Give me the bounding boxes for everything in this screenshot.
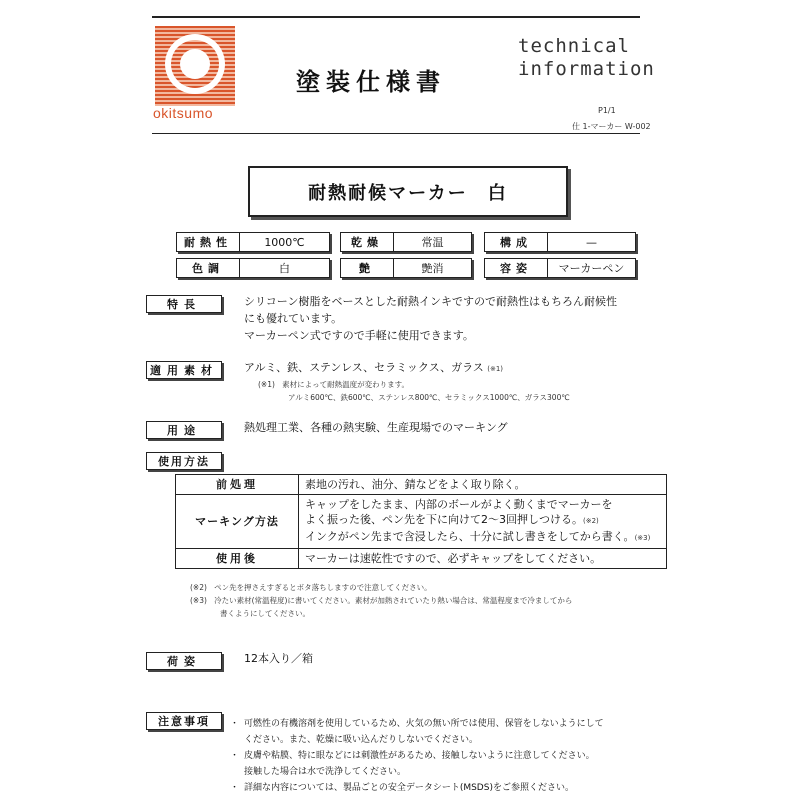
- list-item: ・ 皮膚や粘膜、特に眼などには刺激性があるため、接触しないように注意してください。 接触した場合は水で洗浄してください。: [230, 748, 604, 780]
- caution-line: 接触した場合は水で洗浄してください。: [244, 767, 407, 777]
- materials-note: [258, 378, 570, 404]
- header-rule: [152, 133, 640, 134]
- top-rule: [152, 16, 640, 18]
- features-line: にも優れています。: [244, 312, 343, 325]
- method-note-text: 書くようにしてください。: [220, 609, 310, 618]
- materials-ref: (※1): [487, 365, 504, 373]
- materials-list: アルミ、鉄、ステンレス、セラミックス、ガラス: [244, 361, 484, 374]
- usage-label: 用途: [146, 421, 222, 439]
- document-title: 塗装仕様書: [296, 68, 446, 96]
- features-line: マーカーペン式ですので手軽に使用できます。: [244, 329, 474, 342]
- method-line-ref: (※2): [583, 517, 599, 525]
- spec-label: 耐熱性: [177, 233, 240, 251]
- features-text: [244, 293, 617, 344]
- method-line: キャップをしたまま、内部のボールがよく動くまでマーカーを: [305, 498, 613, 511]
- materials-note-line-1: 素材によって耐熱温度が変わります。: [282, 380, 409, 389]
- method-head-after-use: 使用後: [176, 549, 299, 569]
- tech-line-1: technical: [518, 35, 630, 57]
- product-name: 耐熱耐候マーカー 白: [248, 166, 568, 217]
- method-line: [305, 529, 660, 546]
- spec-heat-resistance: [176, 232, 330, 252]
- method-label: 使用方法: [146, 452, 222, 470]
- list-item: ・ 可燃性の有機溶剤を使用しているため、火気の無い所では使用、保管をしないようにして ください。また、乾燥に吸い込んだりしないでください。: [230, 716, 604, 748]
- spec-drying: [340, 232, 472, 252]
- method-line: マーカーは速乾性ですので、必ずキャップをしてください。: [305, 552, 602, 565]
- method-line: [305, 512, 660, 529]
- spec-value: 白: [279, 262, 290, 275]
- logo-mark-icon: [155, 26, 235, 106]
- table-row: [176, 495, 667, 549]
- table-row: [176, 475, 667, 495]
- caution-line: 可燃性の有機溶剤を使用しているため、火気の無い所では使用、保管をしないようにして: [244, 719, 604, 729]
- method-line: 素地の汚れ、油分、錆などをよく取り除く。: [305, 478, 526, 491]
- caution-line: 詳細な内容については、製品ごとの安全データシート(MSDS)をご参照ください。: [244, 783, 574, 793]
- page-number: P1/1: [598, 106, 616, 115]
- technical-information: [518, 35, 655, 81]
- spec-value: 常温: [421, 236, 444, 249]
- spec-label: 構成: [485, 233, 548, 251]
- document-number: 仕 1-マーカー W-002: [572, 122, 651, 131]
- spec-value: マーカーペン: [558, 262, 625, 275]
- method-cell: [299, 475, 667, 495]
- usage-text: 熱処理工業、各種の熱実験、生産現場でのマーキング: [244, 421, 508, 434]
- spec-composition: [484, 232, 636, 252]
- method-note-mark: (※2): [190, 583, 207, 592]
- method-line-ref: (※3): [634, 534, 651, 542]
- packaging-text: 12本入り／箱: [244, 652, 313, 665]
- method-line-text: よく振った後、ペン先を下に向けて2～3回押しつける。: [305, 513, 583, 526]
- caution-label: 注意事項: [146, 712, 222, 730]
- caution-list: [230, 716, 604, 796]
- spec-form: [484, 258, 636, 278]
- method-head-marking: マーキング方法: [176, 495, 299, 549]
- method-notes: [190, 581, 572, 620]
- spec-gloss: [340, 258, 472, 278]
- method-note-text: 冷たい素材(常温程度)に書いてください。素材が加熱されていたり熱い場合は、常温程度まで冷ましてから: [214, 596, 573, 605]
- caution-line: ください。また、乾燥に吸い込んだりしないでください。: [244, 735, 479, 745]
- materials-note-line-2: アルミ600℃、鉄600℃、ステンレス800℃、セラミックス1000℃、ガラス300℃: [288, 393, 570, 402]
- method-note-text: ペン先を押さえすぎるとボタ落ちしますので注意してください。: [214, 583, 432, 592]
- spec-value: 1000℃: [264, 235, 305, 249]
- table-row: [176, 549, 667, 569]
- spec-label: 容姿: [485, 259, 548, 277]
- materials-text: [244, 359, 503, 378]
- features-line: シリコーン樹脂をベースとした耐熱インキですので耐熱性はもちろん耐候性: [244, 295, 618, 308]
- spec-value: —: [586, 235, 597, 249]
- spec-color: [176, 258, 330, 278]
- method-line-text: インクがペン先まで含浸したら、十分に試し書きをしてから書く。: [305, 530, 635, 543]
- tech-line-2: information: [518, 58, 655, 80]
- spec-label: 乾燥: [341, 233, 394, 251]
- list-item: ・ 詳細な内容については、製品ごとの安全データシート(MSDS)をご参照ください。: [230, 780, 604, 796]
- spec-value: 艶消: [421, 262, 444, 275]
- method-cell: [299, 495, 667, 549]
- spec-label: 艶: [341, 259, 394, 277]
- spec-label: 色調: [177, 259, 240, 277]
- method-table: [175, 474, 667, 569]
- method-note-mark: (※3): [190, 596, 207, 605]
- caution-line: 皮膚や粘膜、特に眼などには刺激性があるため、接触しないように注意してください。: [244, 751, 595, 761]
- materials-note-mark: (※1): [258, 380, 275, 389]
- materials-label: 適用素材: [146, 361, 222, 379]
- method-head-pretreatment: 前処理: [176, 475, 299, 495]
- packaging-label: 荷姿: [146, 652, 222, 670]
- brand-name: okitsumo: [153, 105, 214, 121]
- features-label: 特長: [146, 295, 222, 313]
- method-cell: [299, 549, 667, 569]
